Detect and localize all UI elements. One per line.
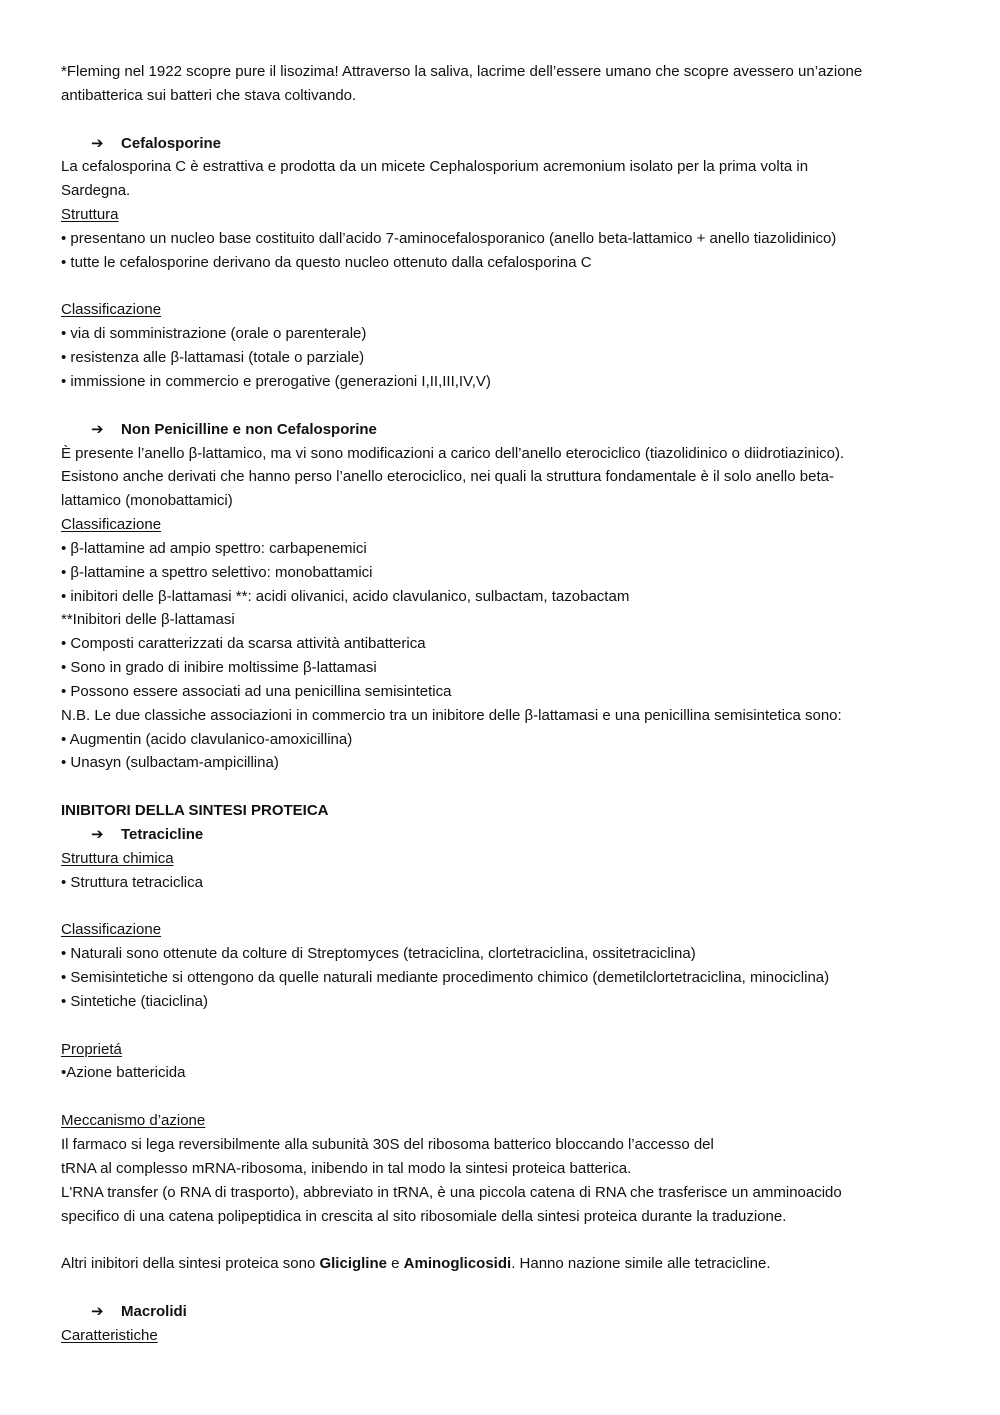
- list-item: • Semisintetiche si ottengono da quelle naturali mediante procedimento chimico (demetilclortetraciclina, minociclina): [61, 969, 830, 987]
- spacer: [61, 394, 941, 418]
- list-item: • Possono essere associati ad una penicillina semisintetica: [61, 682, 452, 700]
- subheading-meccanismo: Meccanismo d’azione: [61, 1112, 206, 1130]
- paragraph-line: Esistono anche derivati che hanno perso l’anello eterociclico, nei quali la struttura fondamentale è il solo anello beta-: [61, 468, 834, 486]
- spacer: [61, 775, 941, 799]
- spacer: [61, 1228, 941, 1252]
- list-item: • Sono in grado di inibire moltissime β-lattamasi: [61, 659, 377, 677]
- bold-term: Aminoglicosidi: [403, 1255, 512, 1273]
- spacer: [61, 275, 941, 299]
- list-item: • immissione in commercio e prerogative (generazioni I,II,III,IV,V): [61, 372, 491, 390]
- arrow-right-icon: ➔: [91, 1302, 104, 1320]
- text-run: e: [386, 1255, 404, 1273]
- list-item: • Sintetiche (tiaciclina): [61, 992, 208, 1010]
- arrow-right-icon: ➔: [91, 420, 104, 438]
- spacer: [61, 108, 941, 132]
- paragraph-line: tRNA al complesso mRNA-ribosoma, inibendo in tal modo la sintesi proteica batterica.: [61, 1159, 632, 1177]
- paragraph-line: È presente l’anello β-lattamico, ma vi sono modificazioni a carico dell’anello eterociclico (tiazolidinico o diidrotiazinico).: [61, 444, 845, 462]
- list-item: • β-lattamine a spettro selettivo: monobattamici: [61, 563, 373, 581]
- paragraph-line: Il farmaco si lega reversibilmente alla subunità 30S del ribosoma batterico bloccando l’accesso del: [61, 1135, 714, 1153]
- section-heading-tetracicline: [61, 823, 941, 847]
- list-item: • tutte le cefalosporine derivano da questo nucleo ottenuto dalla cefalosporina C: [61, 253, 592, 271]
- section-heading-cefalosporine: [61, 132, 941, 156]
- paragraph-line: N.B. Le due classiche associazioni in commercio tra un inibitore delle β-lattamasi e una penicillina semisintetica sono:: [61, 706, 842, 724]
- list-item: • resistenza alle β-lattamasi (totale o parziale): [61, 349, 365, 367]
- arrow-right-icon: ➔: [91, 826, 104, 843]
- text-run: Altri inibitori della sintesi proteica sono: [61, 1255, 320, 1273]
- section-title: Non Penicilline e non Cefalosporine: [121, 420, 377, 438]
- list-item: •Azione battericida: [61, 1064, 186, 1082]
- subheading-classificazione: Classificazione: [61, 516, 162, 534]
- paragraph-line: lattamico (monobattamici): [61, 492, 233, 510]
- paragraph-line: La cefalosporina C è estrattiva e prodotta da un micete Cephalosporium acremonium isolato per la prima volta in: [61, 158, 809, 176]
- bold-term: Glicigline: [319, 1255, 387, 1273]
- intro-line: *Fleming nel 1922 scopre pure il lisozima! Attraverso la saliva, lacrime dell’essere umano che scopre avessero un’azione: [61, 63, 863, 80]
- list-item: • Unasyn (sulbactam-ampicillina): [61, 754, 279, 772]
- subheading-caratteristiche: Caratteristiche: [61, 1326, 158, 1344]
- list-item: • inibitori delle β-lattamasi **: acidi olivanici, acido clavulanico, sulbactam, tazobactam: [61, 587, 630, 605]
- section-title: Macrolidi: [121, 1302, 187, 1320]
- chapter-heading: INIBITORI DELLA SINTESI PROTEICA: [61, 802, 329, 820]
- text-run: . Hanno nazione simile alle tetracicline.: [511, 1255, 771, 1273]
- section-title: Cefalosporine: [121, 134, 222, 152]
- paragraph-line: Sardegna.: [61, 182, 131, 200]
- subheading-struttura-chimica: Struttura chimica: [61, 849, 174, 867]
- intro-line: antibatterica sui batteri che stava coltivando.: [61, 86, 357, 104]
- list-item: • Augmentin (acido clavulanico-amoxicillina): [61, 730, 353, 748]
- list-item: • Struttura tetraciclica: [61, 873, 203, 891]
- spacer: [61, 1014, 941, 1038]
- section-heading-macrolidi: [61, 1300, 941, 1324]
- list-item: • β-lattamine ad ampio spettro: carbapenemici: [61, 539, 367, 557]
- subheading-classificazione: Classificazione: [61, 301, 162, 319]
- paragraph-line: L'RNA transfer (o RNA di trasporto), abbreviato in tRNA, è una piccola catena di RNA che trasferisce un amminoacido: [61, 1183, 842, 1201]
- paragraph-line-altri-inibitori: [61, 1252, 941, 1276]
- section-title: Tetracicline: [121, 826, 204, 843]
- list-item: • via di somministrazione (orale o parenterale): [61, 325, 367, 343]
- subheading-struttura: Struttura: [61, 206, 119, 224]
- subheading-classificazione: Classificazione: [61, 921, 162, 939]
- list-item: • Composti caratterizzati da scarsa attività antibatterica: [61, 635, 426, 653]
- spacer: [61, 1276, 941, 1300]
- spacer: [61, 895, 941, 919]
- document-page: [61, 60, 941, 1348]
- arrow-right-icon: ➔: [91, 134, 104, 152]
- subheading-proprieta: Proprietá: [61, 1040, 122, 1058]
- spacer: [61, 1085, 941, 1109]
- paragraph-line: specifico di una catena polipeptidica in crescita al sito ribosomiale della sintesi proteica durante la traduzione.: [61, 1207, 787, 1225]
- section-heading-non-penicilline: [61, 418, 941, 442]
- list-item: • presentano un nucleo base costituito dall’acido 7-aminocefalosporanico (anello beta-lattamico + anello tiazolidinico): [61, 229, 837, 247]
- paragraph-line: **Inibitori delle β-lattamasi: [61, 611, 235, 629]
- list-item: • Naturali sono ottenute da colture di Streptomyces (tetraciclina, clortetraciclina, ossitetraciclina): [61, 945, 696, 963]
